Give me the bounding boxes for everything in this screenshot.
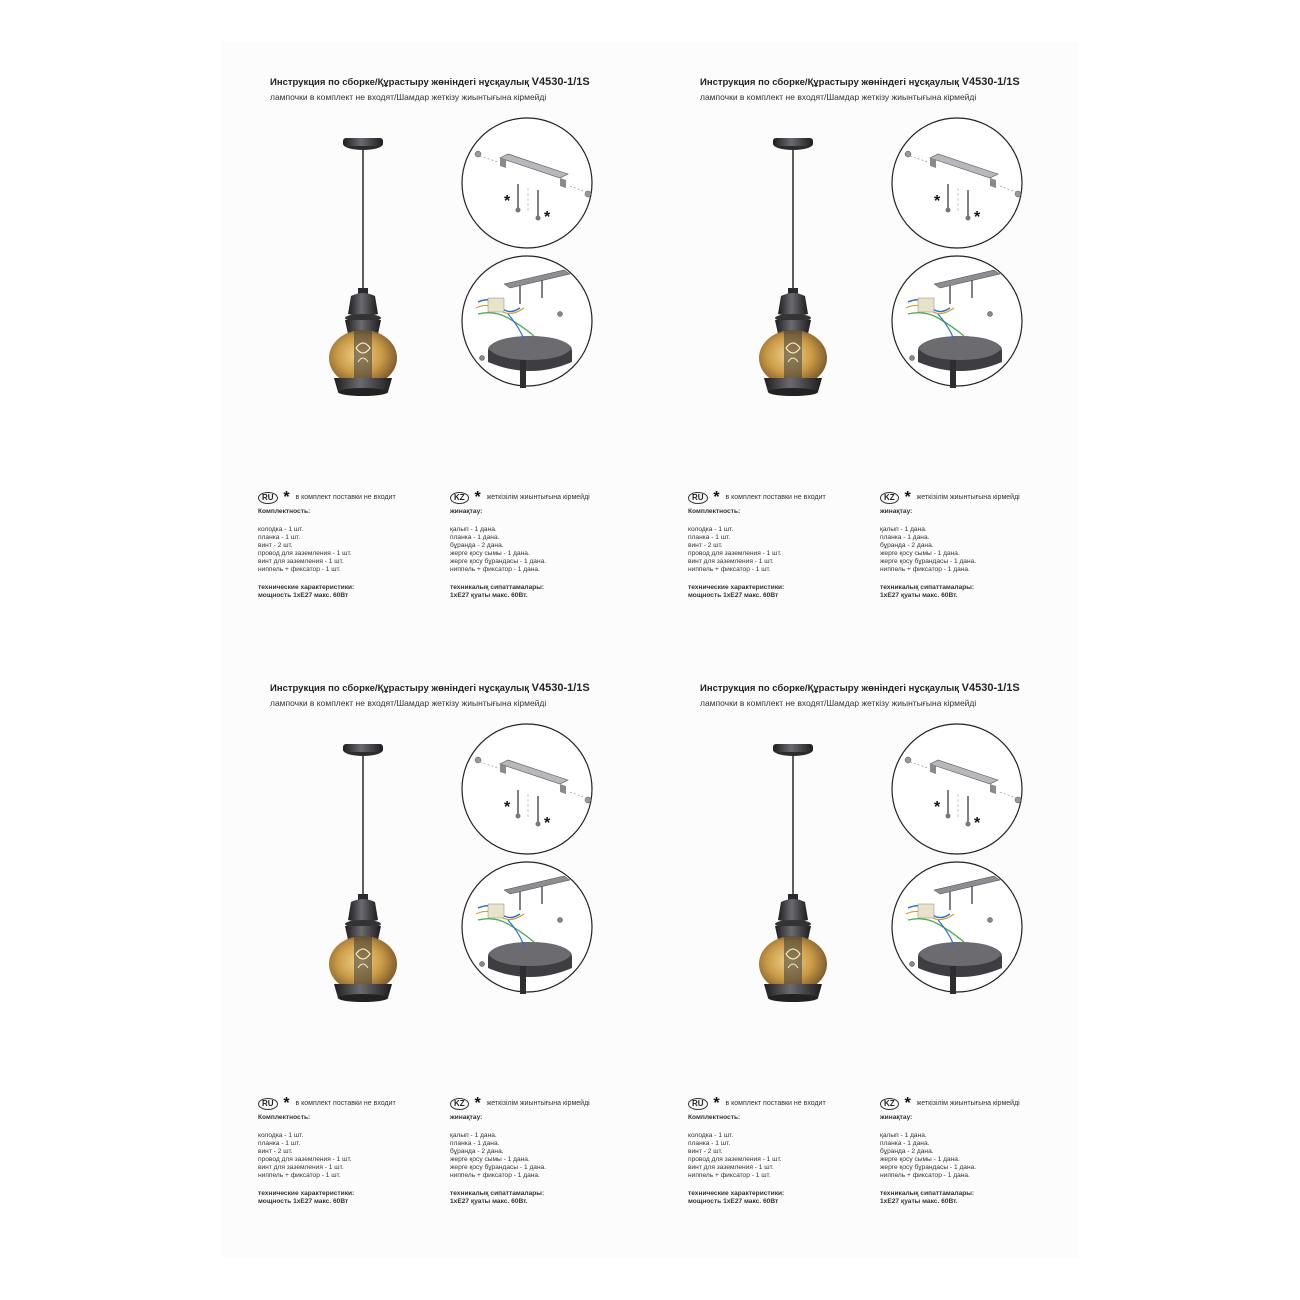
bulbs-not-included-note: лампочки в комплект не входят/Шамдар жеткізу жиынтығына кірмейді <box>700 92 977 102</box>
list-item: жерге қосу сымы - 1 дана. <box>880 550 960 557</box>
instruction-title: Инструкция по сборке/Құрастыру жөніндегі нұсқаулық V4530-1/1S <box>270 682 590 694</box>
asterisk-mark: * <box>934 799 941 816</box>
list-item: ниппель + фиксатор - 1 шт. <box>688 1172 771 1179</box>
instruction-title: Инструкция по сборке/Құрастыру жөніндегі нұсқаулық V4530-1/1S <box>700 76 1020 88</box>
ru-specification <box>258 489 458 600</box>
list-item: қалып - 1 дана. <box>880 526 927 533</box>
list-item: провод для заземления - 1 шт. <box>258 1156 352 1163</box>
instruction-title: Инструкция по сборке/Құрастыру жөніндегі нұсқаулық V4530-1/1S <box>700 682 1020 694</box>
mounting-bar-detail <box>460 722 594 856</box>
kz-specification <box>450 1095 650 1206</box>
ru-items <box>688 526 888 574</box>
ru-badge: RU <box>688 1098 708 1110</box>
list-item: колодка - 1 шт. <box>258 1132 304 1139</box>
instruction-title: Инструкция по сборке/Құрастыру жөніндегі нұсқаулық V4530-1/1S <box>270 76 590 88</box>
bulbs-not-included-note: лампочки в комплект не входят/Шамдар жеткізу жиынтығына кірмейді <box>700 698 977 708</box>
ru-specification <box>688 489 888 600</box>
model-number: V4530-1/1S <box>961 76 1020 88</box>
asterisk-mark: * <box>544 209 551 226</box>
kz-tech-heading: техникалық сипаттамалары: <box>880 1190 975 1197</box>
list-item: колодка - 1 шт. <box>688 526 734 533</box>
kz-heading: жинақтау: <box>450 508 483 515</box>
kz-tech-heading: техникалық сипаттамалары: <box>450 1190 545 1197</box>
list-item: планка - 1 шт. <box>688 534 731 541</box>
pendant-lamp-illustration <box>748 736 838 1006</box>
kz-items <box>880 526 1080 574</box>
pendant-lamp-illustration <box>748 130 838 400</box>
canopy-wiring-detail <box>460 860 594 994</box>
bulbs-not-included-note: лампочки в комплект не входят/Шамдар жеткізу жиынтығына кірмейді <box>270 92 547 102</box>
bulbs-not-included-note: лампочки в комплект не входят/Шамдар жеткізу жиынтығына кірмейді <box>270 698 547 708</box>
mounting-bar-detail <box>890 116 1024 250</box>
kz-specification <box>880 489 1080 600</box>
kz-tech-heading: техникалық сипаттамалары: <box>450 584 545 591</box>
asterisk-mark: * <box>474 489 481 506</box>
ru-tech-heading: технические характеристики: <box>258 1190 355 1197</box>
list-item: винт для заземления - 1 шт. <box>688 558 774 565</box>
list-item: қалып - 1 дана. <box>450 1132 497 1139</box>
list-item: винт - 2 шт. <box>688 1148 723 1155</box>
kz-badge: KZ <box>880 492 899 504</box>
list-item: ниппель + фиксатор - 1 шт. <box>258 566 341 573</box>
list-item: жерге қосу сымы - 1 дана. <box>450 1156 530 1163</box>
asterisk-mark: * <box>504 193 511 210</box>
asterisk-mark: * <box>283 1095 290 1112</box>
list-item: колодка - 1 шт. <box>258 526 304 533</box>
asterisk-mark: * <box>904 1095 911 1112</box>
list-item: жерге қосу сымы - 1 дана. <box>450 550 530 557</box>
ru-heading: Комплектность: <box>258 1114 311 1121</box>
list-item: винт - 2 шт. <box>258 1148 293 1155</box>
list-item: планка - 1 шт. <box>688 1140 731 1147</box>
list-item: бұранда - 2 дана. <box>880 1148 934 1155</box>
list-item: провод для заземления - 1 шт. <box>688 1156 782 1163</box>
mounting-bar-detail <box>890 722 1024 856</box>
asterisk-mark: * <box>283 489 290 506</box>
ru-not-included-note: в комплект поставки не входит <box>725 1100 826 1107</box>
kz-items <box>450 526 650 574</box>
list-item: планка - 1 дана. <box>880 534 930 541</box>
asterisk-mark: * <box>504 799 511 816</box>
kz-badge: KZ <box>450 1098 469 1110</box>
canopy-wiring-detail <box>890 860 1024 994</box>
kz-not-included-note: жеткізілім жиынтығына кірмейді <box>486 494 590 501</box>
list-item: винт - 2 шт. <box>688 542 723 549</box>
list-item: планка - 1 дана. <box>450 1140 500 1147</box>
list-item: бұранда - 2 дана. <box>450 542 504 549</box>
pendant-lamp-illustration <box>318 130 408 400</box>
ru-tech-heading: технические характеристики: <box>688 584 785 591</box>
asterisk-mark: * <box>974 815 981 832</box>
ru-not-included-note: в комплект поставки не входит <box>295 494 396 501</box>
list-item: планка - 1 дана. <box>880 1140 930 1147</box>
asterisk-mark: * <box>713 489 720 506</box>
list-item: провод для заземления - 1 шт. <box>258 550 352 557</box>
list-item: ниппель + фиксатор - 1 шт. <box>258 1172 341 1179</box>
ru-power: мощность 1xE27 макс. 60Вт <box>258 1198 349 1205</box>
kz-power: 1xE27 қуаты макс. 60Вт. <box>450 592 528 599</box>
kz-heading: жинақтау: <box>880 1114 913 1121</box>
kz-items <box>880 1132 1080 1180</box>
ru-power: мощность 1xE27 макс. 60Вт <box>688 592 779 599</box>
ru-badge: RU <box>258 492 278 504</box>
ru-badge: RU <box>688 492 708 504</box>
kz-tech-heading: техникалық сипаттамалары: <box>880 584 975 591</box>
list-item: жерге қосу бұрандасы - 1 дана. <box>450 1164 547 1171</box>
asterisk-mark: * <box>544 815 551 832</box>
kz-power: 1xE27 қуаты макс. 60Вт. <box>880 1198 958 1205</box>
kz-items <box>450 1132 650 1180</box>
kz-power: 1xE27 қуаты макс. 60Вт. <box>880 592 958 599</box>
list-item: ниппель + фиксатор - 1 дана. <box>880 1172 970 1179</box>
list-item: ниппель + фиксатор - 1 дана. <box>880 566 970 573</box>
instruction-panel <box>652 42 1072 642</box>
ru-tech-heading: технические характеристики: <box>258 584 355 591</box>
list-item: планка - 1 шт. <box>258 1140 301 1147</box>
list-item: ниппель + фиксатор - 1 дана. <box>450 1172 540 1179</box>
list-item: провод для заземления - 1 шт. <box>688 550 782 557</box>
list-item: ниппель + фиксатор - 1 дана. <box>450 566 540 573</box>
list-item: планка - 1 шт. <box>258 534 301 541</box>
list-item: жерге қосу сымы - 1 дана. <box>880 1156 960 1163</box>
list-item: колодка - 1 шт. <box>688 1132 734 1139</box>
canopy-wiring-detail <box>460 254 594 388</box>
model-number: V4530-1/1S <box>531 682 590 694</box>
kz-specification <box>880 1095 1080 1206</box>
kz-badge: KZ <box>880 1098 899 1110</box>
list-item: винт - 2 шт. <box>258 542 293 549</box>
kz-not-included-note: жеткізілім жиынтығына кірмейді <box>916 494 1020 501</box>
list-item: ниппель + фиксатор - 1 шт. <box>688 566 771 573</box>
ru-items <box>258 1132 458 1180</box>
ru-not-included-note: в комплект поставки не входит <box>295 1100 396 1107</box>
instruction-panel <box>222 648 642 1248</box>
asterisk-mark: * <box>904 489 911 506</box>
list-item: қалып - 1 дана. <box>880 1132 927 1139</box>
mounting-bar-detail <box>460 116 594 250</box>
list-item: бұранда - 2 дана. <box>450 1148 504 1155</box>
ru-heading: Комплектность: <box>688 1114 741 1121</box>
asterisk-mark: * <box>934 193 941 210</box>
ru-power: мощность 1xE27 макс. 60Вт <box>258 592 349 599</box>
kz-not-included-note: жеткізілім жиынтығына кірмейді <box>486 1100 590 1107</box>
model-number: V4530-1/1S <box>961 682 1020 694</box>
asterisk-mark: * <box>474 1095 481 1112</box>
ru-specification <box>258 1095 458 1206</box>
instruction-panel <box>652 648 1072 1248</box>
ru-tech-heading: технические характеристики: <box>688 1190 785 1197</box>
list-item: қалып - 1 дана. <box>450 526 497 533</box>
list-item: жерге қосу бұрандасы - 1 дана. <box>880 1164 977 1171</box>
ru-not-included-note: в комплект поставки не входит <box>725 494 826 501</box>
ru-items <box>258 526 458 574</box>
model-number: V4530-1/1S <box>531 76 590 88</box>
kz-badge: KZ <box>450 492 469 504</box>
asterisk-mark: * <box>713 1095 720 1112</box>
pendant-lamp-illustration <box>318 736 408 1006</box>
kz-specification <box>450 489 650 600</box>
list-item: винт для заземления - 1 шт. <box>258 558 344 565</box>
ru-heading: Комплектность: <box>258 508 311 515</box>
kz-power: 1xE27 қуаты макс. 60Вт. <box>450 1198 528 1205</box>
ru-items <box>688 1132 888 1180</box>
ru-heading: Комплектность: <box>688 508 741 515</box>
kz-not-included-note: жеткізілім жиынтығына кірмейді <box>916 1100 1020 1107</box>
list-item: винт для заземления - 1 шт. <box>258 1164 344 1171</box>
ru-badge: RU <box>258 1098 278 1110</box>
ru-specification <box>688 1095 888 1206</box>
kz-heading: жинақтау: <box>880 508 913 515</box>
list-item: планка - 1 дана. <box>450 534 500 541</box>
asterisk-mark: * <box>974 209 981 226</box>
ru-power: мощность 1xE27 макс. 60Вт <box>688 1198 779 1205</box>
list-item: жерге қосу бұрандасы - 1 дана. <box>880 558 977 565</box>
canopy-wiring-detail <box>890 254 1024 388</box>
list-item: бұранда - 2 дана. <box>880 542 934 549</box>
list-item: жерге қосу бұрандасы - 1 дана. <box>450 558 547 565</box>
list-item: винт для заземления - 1 шт. <box>688 1164 774 1171</box>
instruction-panel <box>222 42 642 642</box>
kz-heading: жинақтау: <box>450 1114 483 1121</box>
